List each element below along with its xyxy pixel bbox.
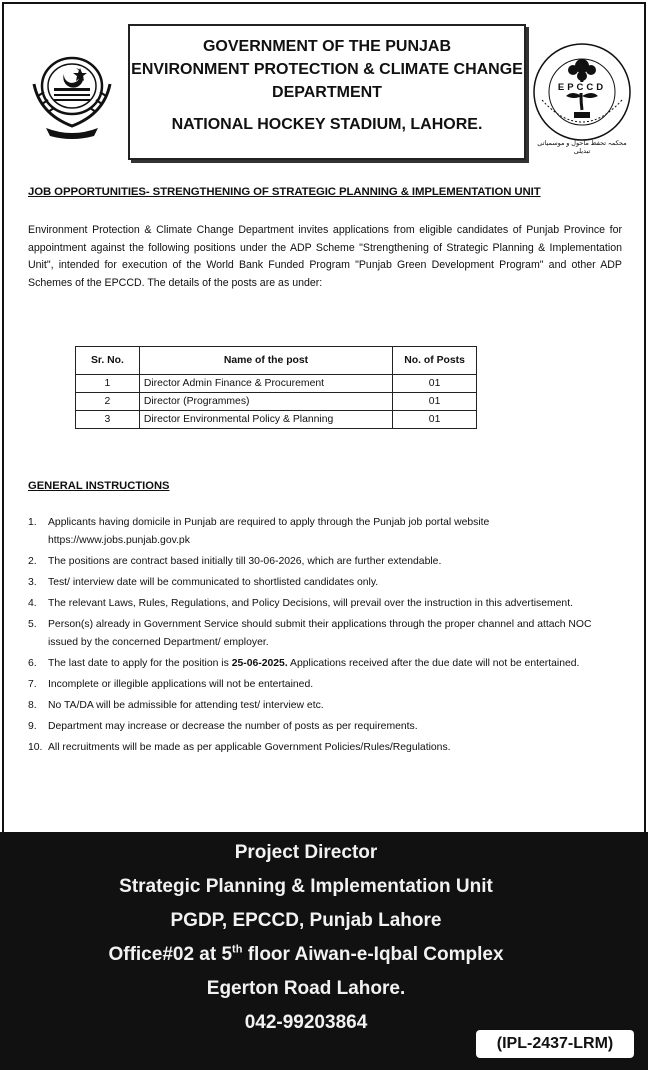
- list-item: [28, 553, 594, 571]
- item-text: The positions are contract based initially till 30-06-2026, which are further extendable.: [48, 556, 442, 567]
- job-title: JOB OPPORTUNITIES- STRENGTHENING OF STRATEGIC PLANNING & IMPLEMENTATION UNIT: [28, 186, 541, 198]
- item-text: The last date to apply for the position is: [48, 658, 232, 669]
- job-portal-link[interactable]: https://www.jobs.punjab.gov.pk: [48, 535, 190, 546]
- footer-program: PGDP, EPCCD, Punjab Lahore: [170, 910, 442, 931]
- item-number: 4.: [28, 598, 37, 609]
- item-text: The relevant Laws, Rules, Regulations, and Policy Decisions, will prevail over the instruction in this advertisement.: [48, 598, 573, 609]
- header-no-of-posts: No. of Posts: [393, 347, 477, 375]
- reference-code: (IPL-2437-LRM): [476, 1030, 634, 1058]
- item-number: 8.: [28, 700, 37, 711]
- item-number: 1.: [28, 517, 37, 528]
- posts-table-header-row: [76, 347, 477, 375]
- footer-office-sup: th: [232, 943, 243, 956]
- list-item: [28, 739, 594, 757]
- list-item: [28, 514, 594, 550]
- item-text: Person(s) already in Government Service should submit their applications through the proper channel and attach NOC issued by the concerned Department/ employer.: [48, 619, 592, 648]
- table-row: [76, 411, 477, 429]
- item-text: Incomplete or illegible applications will not be entertained.: [48, 679, 314, 690]
- punjab-government-emblem-icon: [20, 44, 124, 144]
- header-post-name: Name of the post: [139, 347, 392, 375]
- list-item: [28, 616, 594, 652]
- list-item: [28, 718, 594, 736]
- item-number: 7.: [28, 679, 37, 690]
- item-number: 9.: [28, 721, 37, 732]
- item-number: 6.: [28, 658, 37, 669]
- instructions-list: [28, 514, 594, 760]
- footer-phone[interactable]: 042-99203864: [244, 1012, 368, 1033]
- footer-project-director: Project Director: [234, 842, 378, 863]
- item-text: Applicants having domicile in Punjab are required to apply through the Punjab job portal website: [48, 517, 490, 528]
- item-text-after: Applications received after the due date will not be entertained.: [287, 658, 580, 669]
- header-government: GOVERNMENT OF THE PUNJAB: [202, 38, 451, 55]
- department-header: [128, 24, 526, 160]
- epccd-logo-urdu-text: محکمہ تحفظ ماحول و موسمیاتی تبدیلی: [537, 140, 627, 155]
- header-department-line1: ENVIRONMENT PROTECTION & CLIMATE CHANGE: [131, 61, 523, 78]
- list-item: [28, 676, 594, 694]
- header-address: NATIONAL HOCKEY STADIUM, LAHORE.: [171, 116, 483, 133]
- row-no-of-posts: 01: [393, 411, 477, 429]
- item-text: Test/ interview date will be communicated to shortlisted candidates only.: [48, 577, 379, 588]
- header-sr-no: Sr. No.: [76, 347, 140, 375]
- item-text: No TA/DA will be admissible for attending test/ interview etc.: [48, 700, 324, 711]
- row-sr-no: 2: [76, 393, 140, 411]
- last-date: 25-06-2025.: [231, 658, 288, 669]
- posts-table: [75, 346, 477, 429]
- row-no-of-posts: 01: [393, 375, 477, 393]
- row-post-name: Director (Programmes): [139, 393, 392, 411]
- item-number: 10.: [28, 742, 43, 753]
- row-sr-no: 3: [76, 411, 140, 429]
- row-post-name: Director Admin Finance & Procurement: [139, 375, 392, 393]
- table-row: [76, 375, 477, 393]
- row-no-of-posts: 01: [393, 393, 477, 411]
- list-item: [28, 697, 594, 715]
- footer-office-post: floor Aiwan-e-Iqbal Complex: [242, 944, 504, 965]
- item-number: 5.: [28, 619, 37, 630]
- row-post-name: Director Environmental Policy & Planning: [139, 411, 392, 429]
- list-item: [28, 655, 594, 673]
- footer-office: [0, 944, 612, 966]
- list-item: [28, 574, 594, 592]
- header-department-line2: DEPARTMENT: [272, 84, 382, 101]
- general-instructions-heading: GENERAL INSTRUCTIONS: [28, 480, 170, 492]
- item-text: Department may increase or decrease the number of posts as per requirements.: [48, 721, 418, 732]
- item-number: 3.: [28, 577, 37, 588]
- epccd-logo-text: EPCCD: [552, 82, 612, 93]
- row-sr-no: 1: [76, 375, 140, 393]
- footer-office-pre: Office#02 at 5: [108, 944, 233, 965]
- intro-paragraph: Environment Protection & Climate Change Department invites applications from eligible candidates of Punjab Province for appointment against the following positions under the ADP Scheme "Strengthening of Strategic Planning & Implementation Unit", intended for execution of the World Bank Funded Program "Punjab Green Development Program" and other ADP Schemes of the EPCCD. The details of the posts are as under:: [28, 224, 622, 289]
- item-number: 2.: [28, 556, 37, 567]
- footer-unit: Strategic Planning & Implementation Unit: [119, 876, 493, 897]
- item-text: All recruitments will be made as per applicable Government Policies/Rules/Regulations.: [48, 742, 451, 753]
- table-row: [76, 393, 477, 411]
- list-item: [28, 595, 594, 613]
- footer-road: Egerton Road Lahore.: [206, 978, 406, 999]
